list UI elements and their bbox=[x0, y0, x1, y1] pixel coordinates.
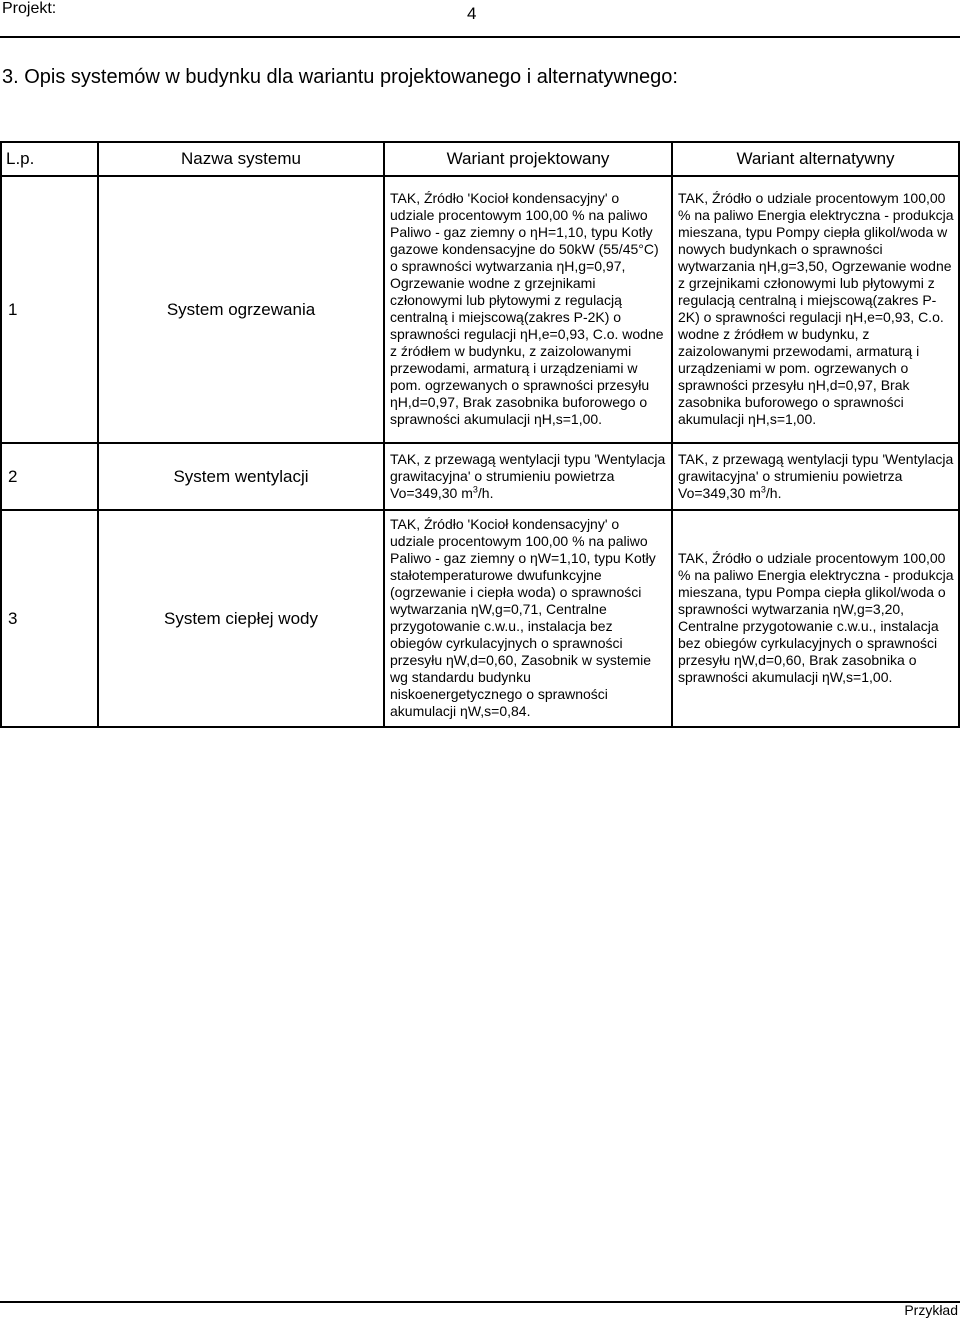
row-number: 1 bbox=[1, 176, 98, 443]
alternative-description: TAK, Źródło o udziale procentowym 100,00 % na paliwo Energia elektryczna - produkcja mieszana, typu Pompa ciepła glikol/woda o sprawności wytwarzania ηW,g=3,20, Centralne przygotowanie c.w.u., instalacja bez obiegów cyrkulacyjnych o sprawności przesyłu ηW,d=0,60, Brak zasobnika o sprawności akumulacji ηW,s=1,00. bbox=[672, 510, 959, 727]
page-number: 4 bbox=[467, 4, 477, 23]
header-alternative-variant: Wariant alternatywny bbox=[672, 142, 959, 176]
projected-text-end: /h. bbox=[477, 484, 494, 501]
footer-label: Przykład bbox=[904, 1302, 958, 1318]
project-label: Projekt: bbox=[2, 0, 57, 17]
header-projected-variant: Wariant projektowany bbox=[384, 142, 672, 176]
alternative-text: TAK, z przewagą wentylacji typu 'Wentylacja grawitacyjna' o strumieniu powietrza Vo=349,30 m bbox=[678, 450, 954, 501]
row-number: 3 bbox=[1, 510, 98, 727]
projected-description bbox=[384, 443, 672, 510]
section-title: 3. Opis systemów w budynku dla wariantu projektowanego i alternatywnego: bbox=[2, 66, 678, 88]
table-row bbox=[1, 443, 959, 510]
system-name: System ciepłej wody bbox=[98, 510, 384, 727]
header-system-name: Nazwa systemu bbox=[98, 142, 384, 176]
projected-text: TAK, z przewagą wentylacji typu 'Wentylacja grawitacyjna' o strumieniu powietrza Vo=349,30 m bbox=[390, 450, 666, 501]
unit-exponent: 3 bbox=[760, 483, 766, 494]
alternative-description: TAK, Źródło o udziale procentowym 100,00 % na paliwo Energia elektryczna - produkcja mieszana, typu Pompy ciepła glikol/woda w nowych budynkach o sprawności wytwarzania ηH,g=3,50, Ogrzewanie wodne z grzejnikami członowymi lub płytowymi z regulacją centralną i miejscową(zakres P-2K) o sprawności regulacji ηH,e=0,93, C.o. wodne z źródłem w budynku, z zaizolowanymi przewodami, armaturą i urządzeniami w pom. ogrzewanych o sprawności przesyłu ηH,d=0,97, Brak zasobnika buforowego o sprawności akumulacji ηH,s=1,00. bbox=[672, 176, 959, 443]
system-name: System ogrzewania bbox=[98, 176, 384, 443]
table-row bbox=[1, 510, 959, 727]
unit-exponent: 3 bbox=[472, 483, 478, 494]
header-divider bbox=[0, 36, 960, 38]
footer-divider bbox=[0, 1301, 960, 1303]
alternative-description bbox=[672, 443, 959, 510]
table-row bbox=[1, 176, 959, 443]
table-header-row bbox=[1, 142, 959, 176]
row-number: 2 bbox=[1, 443, 98, 510]
projected-description: TAK, Źródło 'Kocioł kondensacyjny' o udziale procentowym 100,00 % na paliwo Paliwo - gaz ziemny o ηW=1,10, typu Kotły stałotemperaturowe dwufunkcyjne (ogrzewanie i ciepła woda) o sprawności wytwarzania ηW,g=0,71, Centralne przygotowanie c.w.u., instalacja bez obiegów cyrkulacyjnych o sprawności przesyłu ηW,d=0,60, Zasobnik w systemie wg standardu budynku niskoenergetycznego o sprawności akumulacji ηW,s=0,84. bbox=[384, 510, 672, 727]
alternative-text-end: /h. bbox=[765, 484, 782, 501]
system-name: System wentylacji bbox=[98, 443, 384, 510]
header-lp: L.p. bbox=[1, 142, 98, 176]
systems-table bbox=[0, 141, 960, 728]
projected-description: TAK, Źródło 'Kocioł kondensacyjny' o udziale procentowym 100,00 % na paliwo Paliwo - gaz ziemny o ηH=1,10, typu Kotły gazowe kondensacyjne do 50kW (55/45°C) o sprawności wytwarzania ηH,g=0,97, Ogrzewanie wodne z grzejnikami członowymi lub płytowymi z regulacją centralną i miejscową(zakres P-2K) o sprawności regulacji ηH,e=0,93, C.o. wodne z źródłem w budynku, z zaizolowanymi przewodami, armaturą i urządzeniami w pom. ogrzewanych o sprawności przesyłu ηH,d=0,97, Brak zasobnika buforowego o sprawności akumulacji ηH,s=1,00. bbox=[384, 176, 672, 443]
